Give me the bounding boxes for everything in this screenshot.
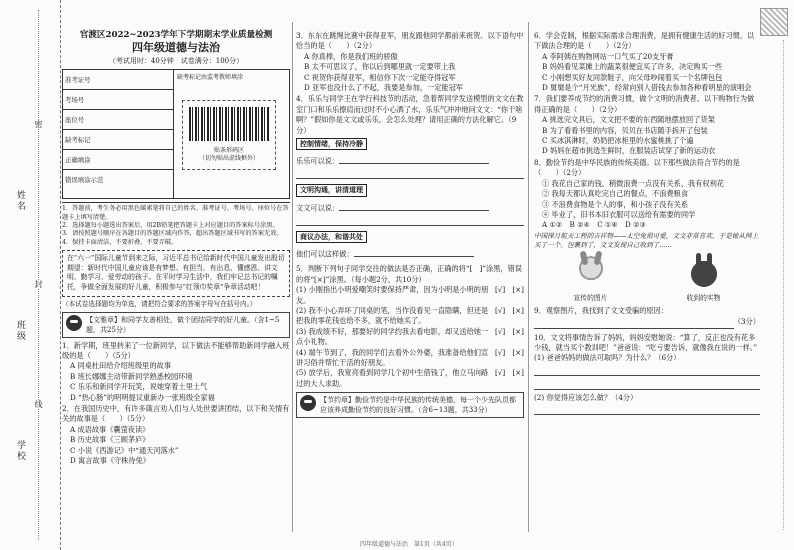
candidate-info-box [62,69,290,199]
answer-line[interactable] [534,404,760,415]
name-label: 姓名 [15,190,25,212]
picture-caption: 中国探月航天工程的吉祥物——太空兔很可爱，文文非常喜欢，于是她从网上买了一个。包裹到了，文文发现自己收到了...... [534,231,759,249]
option[interactable]: D 亚军也没什么了不起，我要是参加，一定能冠军 [304,83,463,93]
answer-label: 乐乐可以说： [296,157,340,167]
score-note: （3分） [733,316,760,326]
picture-label: 宣传的图片 [573,293,608,302]
sub-question: (2) 你觉得应该怎么做？（4分） [534,392,638,402]
tf-marks[interactable]: [√] [×] [494,368,524,378]
question-stem: 1．新学期，班里转来了一位新同学，以下做法不能够帮助新同学融入班级的是（ ）（5分） [62,340,290,361]
promo-picture [556,253,626,303]
school-label: 学校 [15,440,25,462]
info-row[interactable]: 缺考标记 [63,130,173,150]
note-item: 4．保持卡面清洁，不要折叠，不要弄破。 [62,238,178,246]
answer-line[interactable] [534,379,760,390]
column-2 [296,30,524,421]
option[interactable]: D 妈妈在超市挑选生鲜时，在服装店试穿了新的运动衣 [542,146,716,156]
tf-marks[interactable]: [√] [×] [494,347,524,357]
picture-label: 收到的实物 [686,293,721,302]
question-9 [534,306,760,331]
info-row[interactable]: 座位号 [63,110,173,130]
mascot-icon [66,315,82,331]
picture-pair [534,253,760,303]
option[interactable]: ③ 不浪费食物是个人的事，和小孩子没有关系 [542,199,689,209]
hint-tag: 控制情绪，保持冷静 [296,138,367,150]
tf-text: (5) 放学后，我宽亮看到同学几个初中生借钱了，他立马向路过的大人求助。 [296,368,489,388]
column-divider [292,22,293,532]
missing-note: 缺考标记由监考教师填涂 [177,74,244,82]
edge-line [783,40,784,530]
note-item: 1．答题前，考生务必用黑色碳素笔将自己的姓名、准考证号、考场号、座位号在答题卡上填写清楚。 [62,205,289,221]
column-1 [62,28,290,468]
question-7 [534,94,760,156]
tf-marks[interactable]: [√] [×] [494,285,524,295]
info-row[interactable]: 准考证号 [63,70,173,90]
answer-label: 他们可以这样做： [296,249,354,259]
option[interactable]: C 乐乐和新同学开玩笑，说她穿着土里土气 [70,382,208,392]
question-stem: 5．判断下列句子同学交往的做法是否正确，正确的将“[ ]”涂黑，错误的将“[×]”涂黑。（每小题2分，共10分） [296,264,522,284]
option[interactable]: B 太不可思议了，你以后到哪里就一定要带上我 [304,62,456,72]
option[interactable]: ① 我花自己家的钱，稍微浪费一点没有关系，我有权利花 [542,178,724,188]
option[interactable]: C 小说《西游记》中“通天河落水” [70,445,179,455]
note-item: 3．请按照题号顺序在各题目的答题区域内作答，超出答题区域书写的答案无效。 [62,230,283,238]
tf-text: (4) 端午节到了，我的同学们去看外公外婆，我准备给他们宣讲习俗并帮忙干活的好朋友。 [296,347,489,367]
question-2 [62,404,290,466]
tf-item [296,327,524,348]
option[interactable]: C 小刚想买好友同款鞋子，向父母吵闹着买一个名牌包包 [542,72,723,82]
page-footer: 四年级道德与法治 第1页（共4页） [360,541,458,548]
section-title: 【文雅章】和同学友善相处，做个团结同学的好儿童。（含1~5题，共25分） [86,315,280,334]
question-stem: 7．我们要养成节约的消费习惯，做个文明的消费者。以下购物行为做得正确的是（ ）（2分） [534,94,755,114]
answer-line[interactable] [339,200,489,211]
tf-marks[interactable]: [√] [×] [494,326,524,336]
tf-item [296,306,524,327]
barcode-box [182,100,276,170]
option[interactable]: D 寓言故事《守株待兔》 [70,456,150,466]
option[interactable]: A 挑选完文具后，文文把不要的东西随地摆放回了货架 [542,115,715,125]
seal-word: 密 [34,120,43,128]
column-divider [528,22,529,532]
question-6 [534,31,760,93]
question-4 [296,94,524,260]
question-stem: 4．乐乐与同学王在学行科技节的活动，急着帮同学发送模型的文文在教室门口和乐乐擦肩而过时不小心洒了水，乐乐气冲冲地问文文：“你干啥啊？”假如你是文文或乐乐，会怎么处理？请用正确的方法化解它。（9分） [296,94,524,135]
section-header [296,392,524,418]
seal-word: 封 [34,280,43,288]
option-choices[interactable]: A ①② B ②④ C ①④ D ②③ [542,220,646,230]
option[interactable]: A 李阿姨在购物网站一口气买了20支牙膏 [542,51,674,61]
section-header [62,312,290,338]
option[interactable]: B 为了看看书里的内容，贝贝在书店随手拆开了包装 [542,125,708,135]
mascot-icon [300,395,316,411]
hint-tag: 文明沟通，讲清道理 [296,184,367,196]
info-row: 正确填涂 [63,150,173,170]
tf-text: (2) 我不小心弄坏了同桌的笔，当作没看见一直隐瞒，但还是把我的零花钱也给不多，就不给她买了。 [296,305,489,326]
option[interactable]: A 你真棒，你是我们班的骄傲 [304,51,398,61]
question-stem: 10．文文将事情告诉了妈妈，妈妈安慰她说：“算了，反正也没有花多少钱，就当买个教训吧！”爸爸说：“吃亏要告诉，就像我在说的一样。” [534,332,758,352]
barcode-note: （切勿贴出虚线框外） [198,155,259,163]
binding-strip [0,0,61,550]
option[interactable]: ④ 毕业了，旧书本旧衣服可以送给有需要的同学 [542,209,696,219]
option[interactable]: D “热心肠”的明明提议重新办一张班级全家福 [70,392,215,402]
answer-label: 文文可以说： [296,203,340,213]
question-stem: 6．学会克制，根据实际需求合理消费，是拥有健康生活的好习惯。以下做法合理的是（ ）（2分） [534,31,755,51]
option[interactable]: B 历史故事《三顾茅庐》 [70,435,150,445]
option[interactable]: C 买冰淇淋时，奶奶把冰柜里的水蜜桃挑了个遍 [542,136,694,146]
note-item: 2．选择题每小题选出答案后，用2B铅笔把答题卡上对应题目的答案标号涂黑。 [62,222,279,230]
question-8 [534,158,760,231]
info-fields [63,70,174,198]
section-title: 【节约章】勤俭节约是中华民族的传统美德，每一个少先队员都应该养成勤俭节约的良好习惯。（含6~13题，共33分） [320,396,516,415]
rabbit-mascot-icon [569,253,613,291]
actual-picture [669,253,739,303]
option[interactable]: D 舅舅是个“月光族”，经常向别人借钱去参加各种看明星的演唱会 [542,83,752,93]
question-stem: 2．在我国历史中，有许多箴言劝人们与人处世要讲团结，以下和关情有关的故事是（ ）（5分） [62,404,290,424]
question-stem: 9．观察图片，我找到了文文受骗的原因： [534,306,668,316]
option[interactable]: A 同桌杜田给介绍班级里的故事 [70,361,171,371]
option[interactable]: B 班长娜娜主动带新同学熟悉校园环境 [70,371,193,381]
column-3 [534,30,760,418]
rabbit-doll-icon [682,253,726,291]
info-row[interactable]: 考场号 [63,90,173,110]
time-score: （考试用时：40分钟 试卷满分：100分） [108,56,244,65]
answer-line[interactable] [534,365,760,376]
option[interactable]: C 祝贺你获得亚军，相信你下次一定能夺得冠军 [304,72,456,82]
exam-title: 官渡区2022~2023学年下学期期末学业质量检测 [79,30,273,40]
exam-notes [62,202,290,247]
tf-marks[interactable]: [√] [×] [494,305,524,315]
option[interactable]: ② 我每天都认真吃完自己的餐点，不浪费粮食 [542,189,689,199]
seal-line [38,10,39,540]
option[interactable]: A 成语故事《囊萤夜读》 [70,424,150,434]
info-row: 错误填涂示范 [65,175,104,184]
intro-box: 在“六一”国际儿童节到来之际，习近平总书记给新时代中国儿童发出殷切期望：新时代中国儿童应该是有梦想、有担当、有出息、懂感恩、讲文明、勤学习、爱劳动的孩子。在平时学习生活中，我们牢记总书记的嘱托，争做全面发展的好儿童，积极参与“红领巾奖章”争章活动吧！ [62,250,290,296]
qr-code-icon [760,8,788,36]
question-1 [62,341,290,403]
answer-line[interactable] [354,246,474,257]
answer-line[interactable] [296,168,524,179]
class-label: 班级 [15,320,25,342]
question-5 [296,264,524,389]
question-10 [534,333,760,416]
choice-note: （本试卷选择题均为单选，请把符合要求的答案字母写在括号内。） [62,299,257,308]
tf-text: (1) 小刚指出小明爱嘲笑时要保持严肃，因为小明是小明的朋友。 [296,285,489,305]
barcode-area [174,70,289,198]
option[interactable]: B 妈妈看见菜摊上的蔬菜很便宜买了许多，决定购买一些 [542,62,723,72]
answer-line[interactable] [534,318,734,329]
tf-item [296,285,524,306]
question-stem: 8．勤俭节约是中华民族的传统美德。以下那些做法符合节约的是（ ）（2分） [534,157,740,178]
question-3 [296,31,524,93]
answer-line[interactable] [296,215,524,226]
subject-title: 四年级道德与法治 [132,41,220,55]
barcode-label: 贴条形码区 [213,147,244,155]
sub-question: (1) 爸爸妈妈的做法可取吗？为什么？（6分） [534,353,681,363]
seal-word: 线 [34,400,43,408]
tf-item [296,368,524,389]
hint-tag: 商议办法，和谐共处 [296,231,367,243]
tf-item [296,348,524,369]
barcode-icon [189,107,269,141]
answer-line[interactable] [339,153,489,164]
tf-text: (3) 我成绩不好，那要好的同学约我去看电影，却又送给她一点小礼物。 [296,326,489,347]
question-stem: 3．东东在跳绳比赛中获得亚军，朋友跟他同学都前来祝贺。以下语句中恰当的是（ ）（2分） [296,31,524,51]
